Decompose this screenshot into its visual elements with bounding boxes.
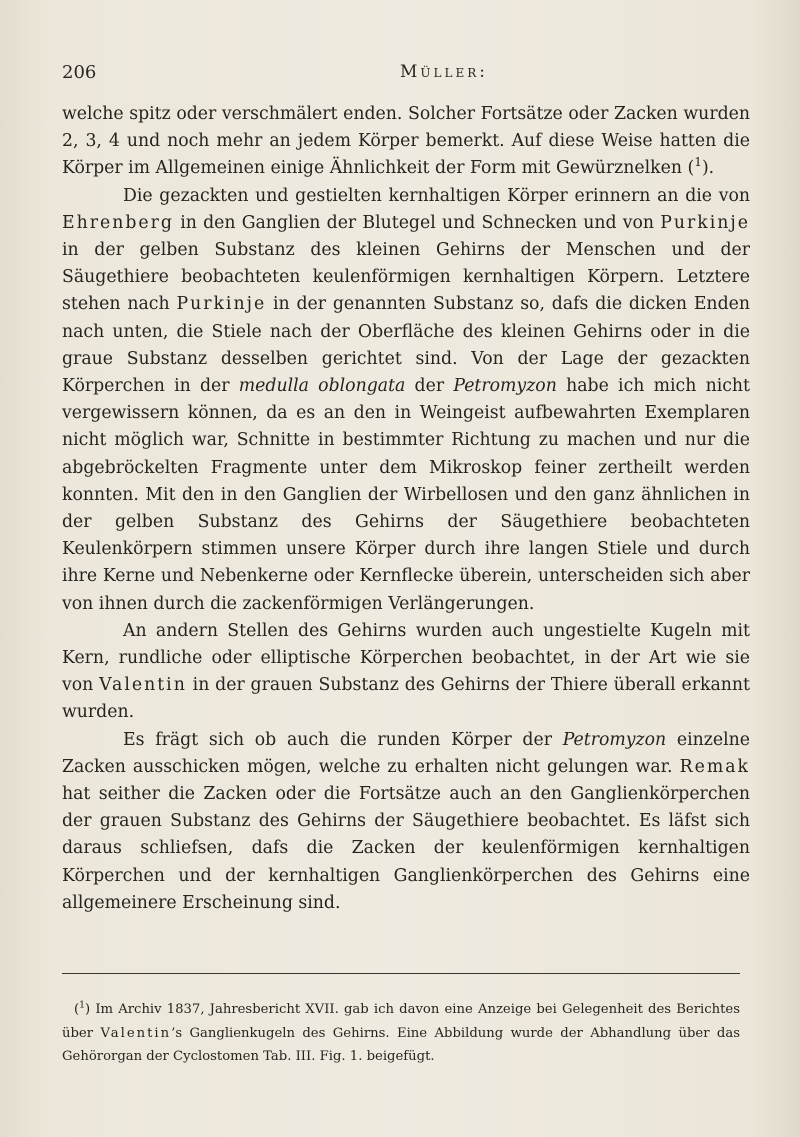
text-run: hat seither die Zacken oder die Fortsätze auch an den Ganglienkörperchen der grauen Substanz des Gehirns der Säugethiere beobachtet. Es läfst sich daraus schliefsen, dafs die Zacken der keulenförmigen kernhaltigen Körperchen und der kernhaltigen Ganglienkörperchen des Gehirns eine allgemeinere Erscheinung sind.	[62, 784, 750, 913]
text-run: habe ich mich nicht vergewissern können, da es an den in Weingeist aufbewahrten Exemplaren nicht möglich war, Schnitte in bestimmter Richtung zu machen und nur die abgebröckelten Fragmente unter dem Mikroskop feiner zertheilt werden konnten. Mit den in den Ganglien der Wirbellosen und den ganz ähnlichen in der gelben Substanz des Gehirns der Säugethiere beobachteten Keulenkörpern stimmen unsere Körper durch ihre langen Stiele und durch ihre Kerne und Nebenkerne oder Kernflecke überein, unterscheiden sich aber von ihnen durch die zackenförmigen Verlängerungen.	[62, 376, 750, 614]
text-run: einzelne Zacken ausschicken mögen, welche zu erhalten nicht gelungen war.	[62, 729, 750, 777]
text-run: welche spitz oder verschmälert enden. Solcher Fortsätze oder Zacken wurden 2, 3, 4 und noch mehr an jedem Körper bemerkt. Auf diese Weise hatten die Körper im Allgemeinen einige Ähnlichkeit der Form mit Gewürznelken (	[62, 104, 750, 179]
text-run: (	[74, 1002, 80, 1017]
text-run: in der grauen Substanz des Gehirns der Thiere überall erkannt wurden.	[62, 675, 750, 723]
italic-term: medulla oblongata	[238, 376, 406, 397]
footnote-marker: 1	[694, 155, 702, 170]
running-title: Müller:	[400, 62, 488, 82]
text-run: in der gelben Substanz des kleinen Gehirns der Menschen und der Säugethiere beobachteten keulenförmigen kernhaltigen Körpern. Letztere stehen nach	[62, 240, 750, 315]
text-run: Die gezackten und gestielten kernhaltigen Körper erinnern an die von	[123, 185, 750, 206]
paragraph	[62, 618, 750, 727]
author-name: Ehrenberg	[62, 212, 174, 233]
italic-term: Petromyzon	[562, 729, 667, 750]
text-run: in der genannten Substanz so, dafs die dicken Enden nach unten, die Stiele nach der Oberfläche des kleinen Gehirns oder in die graue Substanz desselben gerichtet sind. Von der Lage der gezackten Körperchen in der	[62, 294, 750, 397]
paragraph	[62, 101, 750, 183]
text-run: ’s Ganglienkugeln des Gehirns. Eine Abbildung wurde der Abhandlung über das Gehörorgan der Cyclostomen Tab. III. Fig. 1. beigefügt.	[62, 1025, 740, 1064]
text-run: ).	[701, 158, 715, 179]
page-header	[62, 60, 739, 90]
author-name: Purkinje	[660, 212, 750, 233]
footnote-text	[62, 998, 740, 1069]
italic-term: Petromyzon	[453, 376, 557, 397]
text-run: Es frägt sich ob auch die runden Körper der	[123, 729, 563, 750]
text-run: in den Ganglien der Blutegel und Schnecken und von	[173, 212, 661, 233]
page-number: 206	[62, 62, 97, 83]
footnote	[62, 998, 740, 1069]
author-name: Valentin	[100, 1025, 172, 1041]
author-name: Purkinje	[176, 294, 267, 315]
body-text	[62, 101, 750, 917]
paragraph	[62, 183, 750, 618]
author-name: Remak	[679, 756, 750, 777]
author-name: Valentin	[99, 675, 187, 696]
paragraph	[62, 727, 750, 917]
footnote-divider	[62, 973, 740, 974]
footnote-marker: 1	[79, 999, 86, 1011]
text-run: ) Im Archiv 1837, Jahresbericht XVII. gab ich davon eine Anzeige bei Gelegenheit des Berichtes über	[62, 1002, 740, 1041]
text-run: der	[405, 376, 454, 397]
text-run: An andern Stellen des Gehirns wurden auch ungestielte Kugeln mit Kern, rundliche oder elliptische Körperchen beobachtet, in der Art wie sie von	[62, 620, 750, 696]
